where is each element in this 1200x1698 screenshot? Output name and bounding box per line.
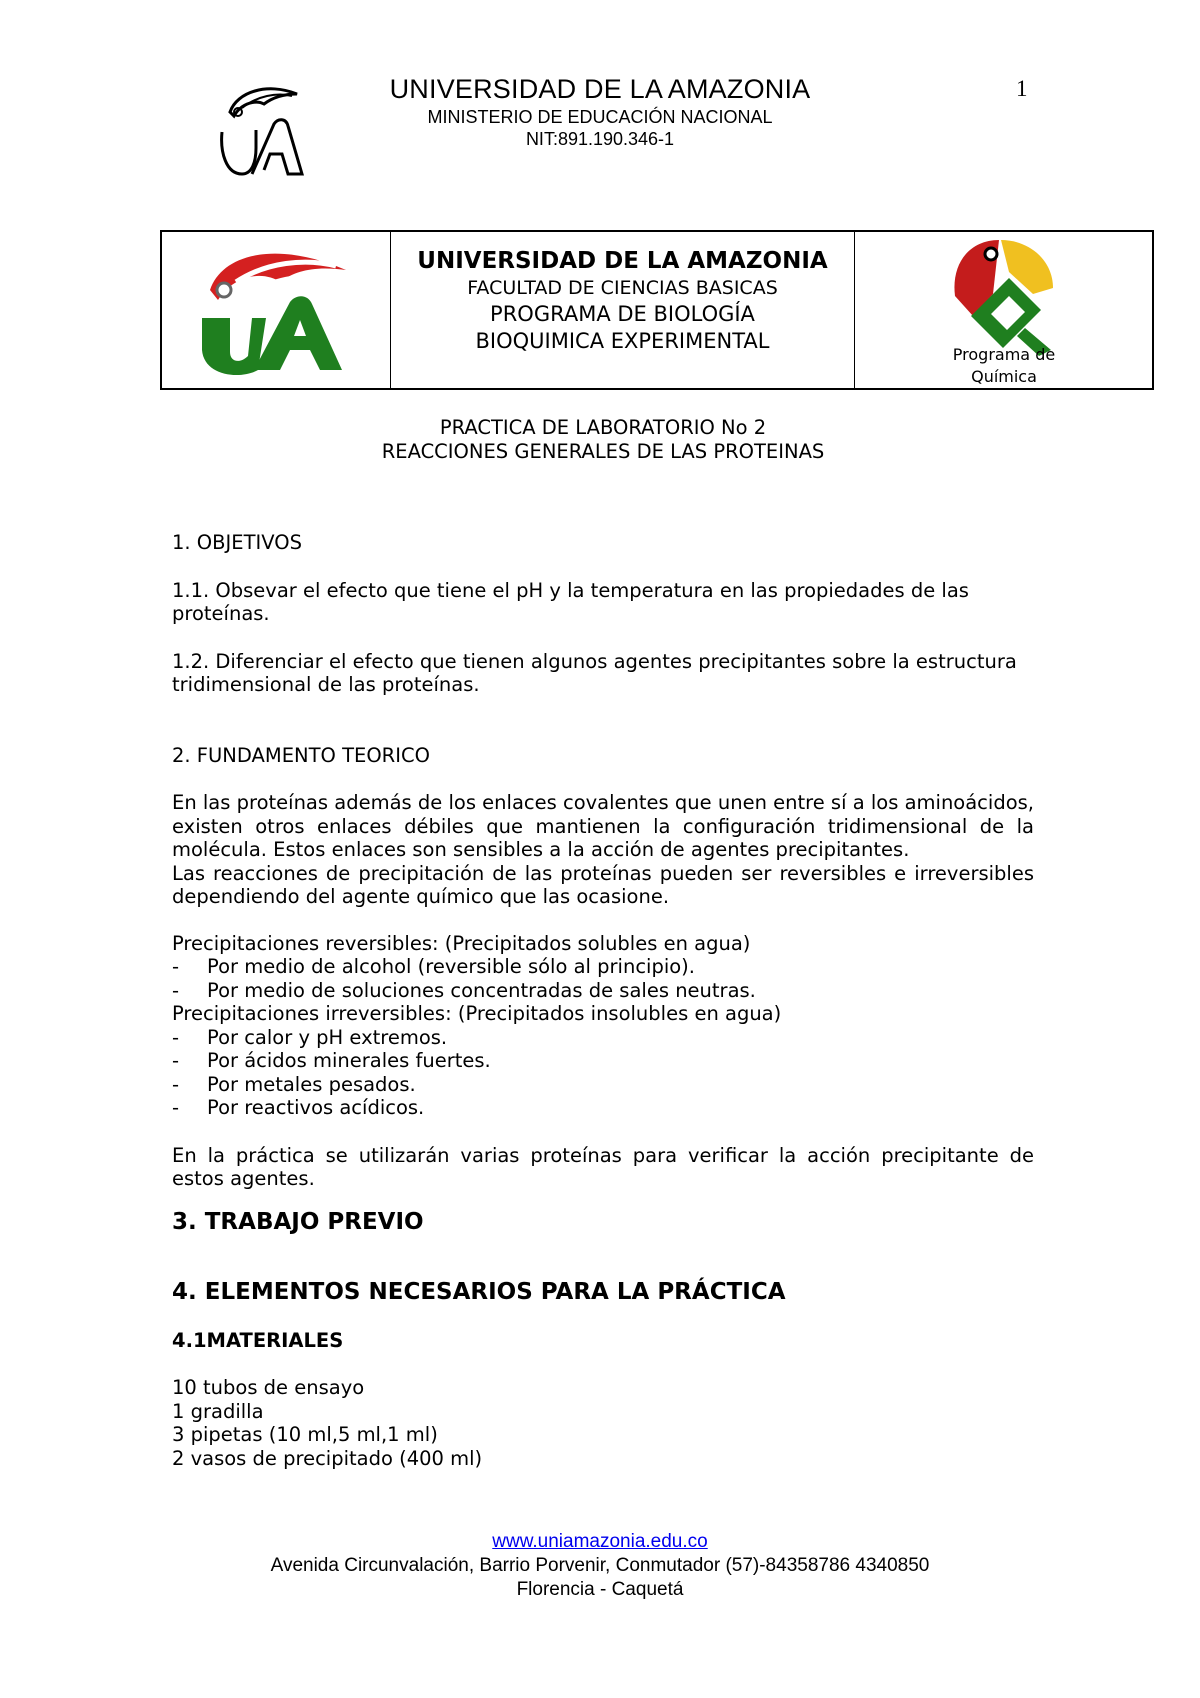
footer-address: Avenida Circunvalación, Barrio Porvenir, Conmutador (57)-84358786 4340850 <box>270 1555 930 1576</box>
box-course: BIOQUIMICA EXPERIMENTAL <box>475 329 770 353</box>
list-item: - Por medio de soluciones concentradas de sales neutras. <box>172 978 756 1002</box>
box-faculty: FACULTAD DE CIENCIAS BASICAS <box>467 277 778 299</box>
list-item: 1 gradilla <box>172 1399 264 1423</box>
course-info-cell <box>391 232 855 388</box>
irreversible-heading: Precipitaciones irreversibles: (Precipitados insolubles en agua) <box>172 1002 782 1025</box>
letterhead-title: UNIVERSIDAD DE LA AMAZONIA <box>389 74 811 104</box>
fundamento-paragraph-2: Las reacciones de precipitación de las proteínas pueden ser reversibles e irreversibles dependiendo del agente químico que las ocasione. <box>172 861 1034 908</box>
document-body <box>172 412 1034 1470</box>
section-trabajo-previo-heading: 3. TRABAJO PREVIO <box>172 1208 424 1235</box>
chemistry-logo-cell <box>855 232 1152 388</box>
practice-subtitle: REACCIONES GENERALES DE LAS PROTEINAS <box>381 439 825 463</box>
section-materiales-heading: 4.1MATERIALES <box>172 1328 344 1352</box>
list-item: - Por reactivos acídicos. <box>172 1096 425 1119</box>
chemistry-logo-text-2: Química <box>970 367 1037 386</box>
list-item: 2 vasos de precipitado (400 ml) <box>172 1446 483 1470</box>
list-item: - Por calor y pH extremos. <box>172 1025 448 1049</box>
uniamazonia-logo-cell <box>162 232 391 388</box>
chemistry-logo-text-1: Programa de <box>952 345 1055 364</box>
page-footer <box>230 1530 970 1602</box>
chemistry-program-logo <box>929 232 1079 388</box>
letterhead-nit: NIT:891.190.346-1 <box>525 129 675 149</box>
letterhead-ministry: MINISTERIO DE EDUCACIÓN NACIONAL <box>427 107 773 127</box>
website-link[interactable]: www.uniamazonia.edu.co <box>492 1531 708 1552</box>
box-program: PROGRAMA DE BIOLOGÍA <box>490 302 755 326</box>
fundamento-paragraph-3: En la práctica se utilizarán varias proteínas para verificar la acción precipitante de estos agentes. <box>172 1143 1034 1190</box>
list-item: - Por metales pesados. <box>172 1072 416 1096</box>
letterhead <box>330 72 870 150</box>
page-number: 1 <box>1016 76 1028 101</box>
list-item: 3 pipetas (10 ml,5 ml,1 ml) <box>172 1423 438 1446</box>
list-item: - Por medio de alcohol (reversible sólo al principio). <box>172 955 695 978</box>
reversible-heading: Precipitaciones reversibles: (Precipitados solubles en agua) <box>172 931 751 955</box>
fundamento-paragraph-1: En las proteínas además de los enlaces covalentes que unen entre sí a los aminoácidos, existen otros enlaces débiles que mantienen la configuración tridimensional de la molécula. Estos enlaces son sensibles a la acción de agentes precipitantes. <box>172 791 1034 861</box>
objective-1-1: 1.1. Obsevar el efecto que tiene el pH y la temperatura en las propiedades de las proteínas. <box>172 578 969 625</box>
footer-city: Florencia - Caquetá <box>516 1579 684 1600</box>
course-header-box <box>160 230 1154 390</box>
section-fundamento-heading: 2. FUNDAMENTO TEORICO <box>172 743 430 767</box>
list-item: - Por ácidos minerales fuertes. <box>172 1049 491 1072</box>
university-logo-outline <box>212 82 312 182</box>
section-objectives-heading: 1. OBJETIVOS <box>172 531 302 554</box>
practice-title: PRACTICA DE LABORATORIO No 2 <box>439 416 767 439</box>
box-university: UNIVERSIDAD DE LA AMAZONIA <box>417 248 828 274</box>
uniamazonia-color-logo <box>196 240 356 380</box>
section-elementos-heading: 4. ELEMENTOS NECESARIOS PARA LA PRÁCTICA <box>172 1279 786 1305</box>
list-item: 10 tubos de ensayo <box>172 1376 365 1399</box>
objective-1-2: 1.2. Diferenciar el efecto que tienen algunos agentes precipitantes sobre la estructura tridimensional de las proteínas. <box>172 649 1017 696</box>
